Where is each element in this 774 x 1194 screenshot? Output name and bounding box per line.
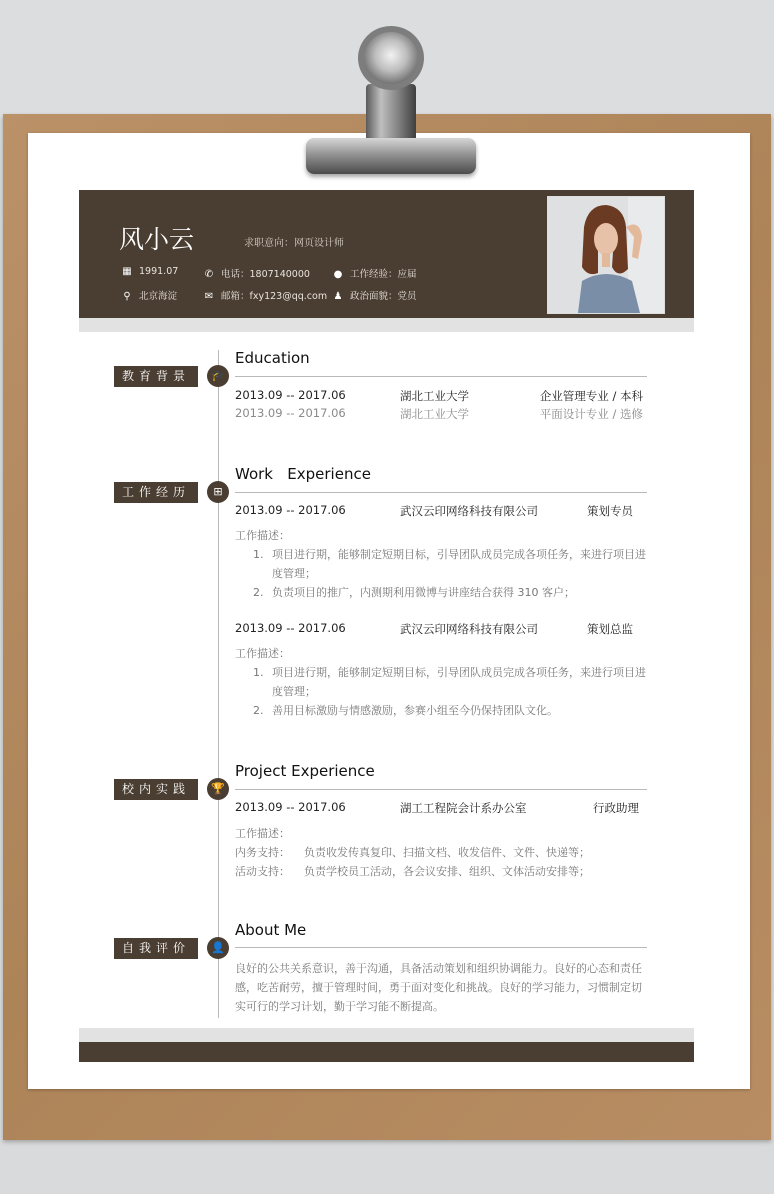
job-role: 策划专员 <box>587 504 633 518</box>
project-line-key: 活动支持： <box>235 865 290 878</box>
project-line <box>235 862 649 881</box>
job-desc-item <box>253 701 649 720</box>
project-line <box>235 843 649 862</box>
job-row <box>235 621 647 637</box>
work-label: 工作经历 <box>114 482 198 503</box>
calendar-icon: ▦ <box>122 266 132 277</box>
project-org: 湖工工程院会计系办公室 <box>400 801 527 815</box>
project-role: 行政助理 <box>593 801 639 815</box>
project-title: Project Experience <box>235 762 375 780</box>
profile-photo <box>547 196 665 314</box>
job-date: 2013.09 -- 2017.06 <box>235 621 346 635</box>
birth-text: 1991.07 <box>139 266 179 277</box>
edu-major: 企业管理专业 / 本科 <box>539 389 643 403</box>
phone-icon: ✆ <box>204 269 214 280</box>
item-number: 2. <box>253 704 264 717</box>
item-text: 善用目标激励与情感激励，参赛小组至今仍保持团队文化。 <box>272 704 558 717</box>
job-role: 策划总监 <box>587 622 633 636</box>
education-label: 教育背景 <box>114 366 198 387</box>
about-label: 自我评价 <box>114 938 198 959</box>
location-text: 北京海淀 <box>139 291 178 302</box>
footer-light-bar <box>79 1028 694 1042</box>
clip-stem <box>366 84 416 142</box>
project-line-value: 负责收发传真复印、扫描文档、收发信件、文件、快递等； <box>304 846 590 859</box>
header-underbar <box>79 318 694 332</box>
mail-icon: ✉ <box>204 291 214 302</box>
job-company: 武汉云印网络科技有限公司 <box>400 504 538 518</box>
job-row <box>235 503 647 519</box>
education-rule <box>235 376 647 377</box>
candidate-name: 风小云 <box>119 225 195 254</box>
edu-school: 湖北工业大学 <box>400 407 469 421</box>
edu-major: 平面设计专业 / 选修 <box>539 407 643 421</box>
edu-date: 2013.09 -- 2017.06 <box>235 406 346 420</box>
project-desc-label: 工作描述： <box>235 827 290 840</box>
chat-bubble-icon: ● <box>333 269 343 280</box>
project-line-key: 内务支持： <box>235 846 290 859</box>
project-label: 校内实践 <box>114 779 198 800</box>
project-date: 2013.09 -- 2017.06 <box>235 800 346 814</box>
item-number: 1. <box>253 548 264 561</box>
phone-text: 电话：1807140000 <box>221 269 310 280</box>
clip-ring-icon <box>358 26 424 90</box>
email-info <box>203 288 327 302</box>
location-pin-icon: ⚲ <box>123 291 131 302</box>
experience-text: 工作经验：应届 <box>350 269 417 280</box>
job-desc-item <box>253 545 649 583</box>
experience-info <box>332 266 417 280</box>
birth-info <box>121 266 178 277</box>
job-desc-item <box>253 583 649 602</box>
education-row <box>235 406 647 422</box>
location-info <box>121 288 177 302</box>
user-group-icon: ♟ <box>333 291 343 302</box>
edu-school: 湖北工业大学 <box>400 389 469 403</box>
job-intent: 求职意向：网页设计师 <box>244 238 344 249</box>
person-icon: 👤 <box>207 937 229 959</box>
education-title: Education <box>235 349 310 367</box>
item-number: 2. <box>253 586 264 599</box>
binder-clip <box>306 138 476 174</box>
item-text: 项目进行期，能够制定短期目标，引导团队成员完成各项任务，来进行项目进度管理； <box>272 548 646 580</box>
job-desc-label: 工作描述： <box>235 529 290 542</box>
job-date: 2013.09 -- 2017.06 <box>235 503 346 517</box>
graduation-cap-icon: 🎓 <box>207 365 229 387</box>
item-number: 1. <box>253 666 264 679</box>
email-text: 邮箱：fxy123@qq.com <box>221 291 328 302</box>
politics-text: 政治面貌：党员 <box>350 291 417 302</box>
job-company: 武汉云印网络科技有限公司 <box>400 622 538 636</box>
item-text: 负责项目的推广，内测期利用微博与讲座结合获得 310 客户； <box>272 586 575 599</box>
about-rule <box>235 947 647 948</box>
politics-info <box>332 288 417 302</box>
edu-date: 2013.09 -- 2017.06 <box>235 388 346 402</box>
job-desc-item <box>253 663 649 701</box>
project-rule <box>235 789 647 790</box>
work-rule <box>235 492 647 493</box>
phone-info <box>203 266 310 280</box>
trophy-icon: 🏆 <box>207 778 229 800</box>
footer-bar <box>79 1042 694 1062</box>
about-text: 良好的公共关系意识，善于沟通，具备活动策划和组织协调能力。良好的心态和责任感，吃苦耐劳，擅于管理时间，勇于面对变化和挑战。良好的学习能力，习惯制定切实可行的学习计划，勤于学习能不断提高。 <box>235 962 642 1013</box>
item-text: 项目进行期，能够制定短期目标，引导团队成员完成各项任务，来进行项目进度管理； <box>272 666 646 698</box>
resume-header <box>79 190 694 318</box>
project-row <box>235 800 647 816</box>
windows-icon: ⊞ <box>207 481 229 503</box>
project-line-value: 负责学校员工活动，各会议安排、组织、文体活动安排等； <box>304 865 590 878</box>
timeline-line <box>218 350 219 1018</box>
job-desc-label: 工作描述： <box>235 647 290 660</box>
about-title: About Me <box>235 921 307 939</box>
work-title: Work Experience <box>235 465 371 483</box>
education-row <box>235 388 647 404</box>
